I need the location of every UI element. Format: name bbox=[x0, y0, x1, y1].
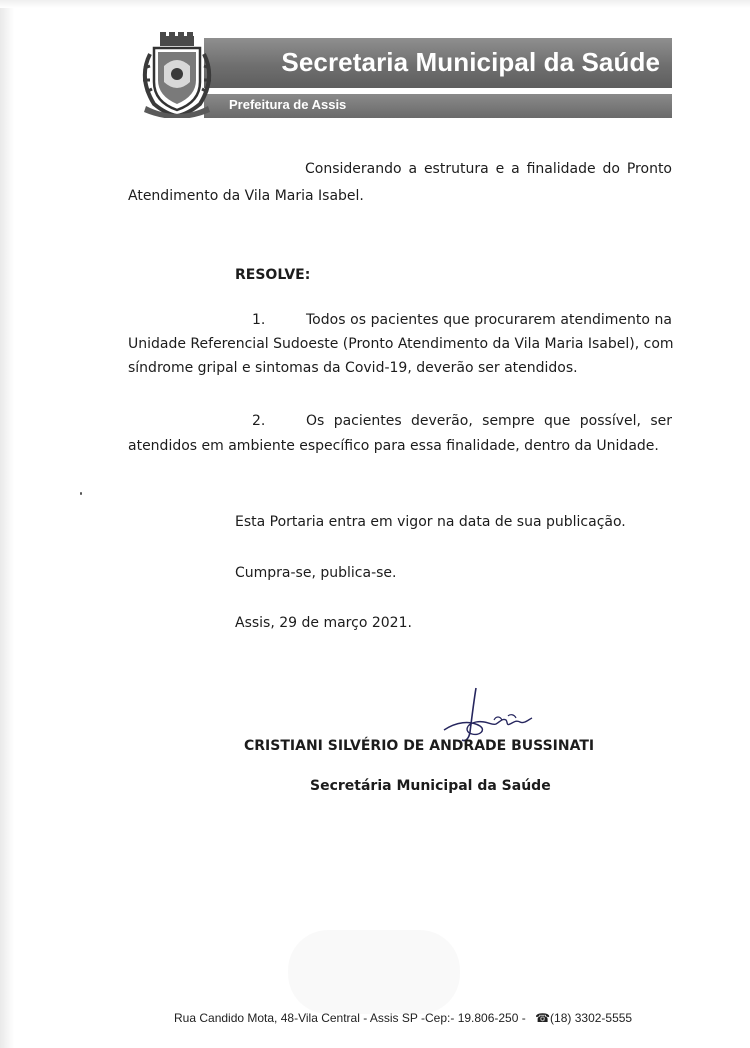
signatory-name: CRISTIANI SILVÉRIO DE ANDRADE BUSSINATI bbox=[244, 738, 595, 754]
footer-address-line bbox=[174, 1011, 632, 1025]
document-date: Assis, 29 de março 2021. bbox=[235, 615, 412, 631]
footer-address: Rua Candido Mota, 48-Vila Central - Assis SP -Cep:- 19.806-250 - bbox=[174, 1011, 526, 1025]
coat-of-arms-icon bbox=[136, 32, 216, 118]
faint-stamp bbox=[288, 930, 460, 1014]
item-1-line-3: síndrome gripal e sintomas da Covid-19, deverão ser atendidos. bbox=[128, 360, 578, 376]
item-2-number: 2. bbox=[252, 413, 266, 429]
letterhead-subbanner bbox=[204, 94, 672, 118]
letterhead-title: Secretaria Municipal da Saúde bbox=[281, 47, 660, 77]
item-1-number: 1. bbox=[252, 312, 266, 328]
item-2-line-1: Os pacientes deverão, sempre que possível, ser bbox=[306, 413, 672, 429]
page-edge-shadow bbox=[0, 0, 14, 1048]
item-2-line-2: atendidos em ambiente específico para essa finalidade, dentro da Unidade. bbox=[128, 438, 659, 454]
resolve-heading: RESOLVE: bbox=[235, 267, 311, 283]
footer-phone: (18) 3302-5555 bbox=[550, 1011, 633, 1025]
telephone-icon: ☎ bbox=[535, 1011, 551, 1025]
signatory-role: Secretária Municipal da Saúde bbox=[310, 778, 551, 794]
letterhead-banner bbox=[204, 38, 672, 88]
vigor-statement: Esta Portaria entra em vigor na data de sua publicação. bbox=[235, 514, 626, 530]
item-1-line-1: Todos os pacientes que procurarem atendimento na bbox=[306, 312, 672, 328]
cumpra-statement: Cumpra-se, publica-se. bbox=[235, 565, 397, 581]
item-1-line-2: Unidade Referencial Sudoeste (Pronto Atendimento da Vila Maria Isabel), com bbox=[128, 336, 674, 352]
scan-speck bbox=[80, 492, 82, 495]
letterhead bbox=[132, 32, 672, 120]
letterhead-subtitle: Prefeitura de Assis bbox=[229, 97, 347, 112]
page-top-shadow bbox=[0, 0, 750, 8]
intro-line-2: Atendimento da Vila Maria Isabel. bbox=[128, 188, 364, 204]
intro-line-1: Considerando a estrutura e a finalidade do Pronto bbox=[305, 161, 672, 177]
